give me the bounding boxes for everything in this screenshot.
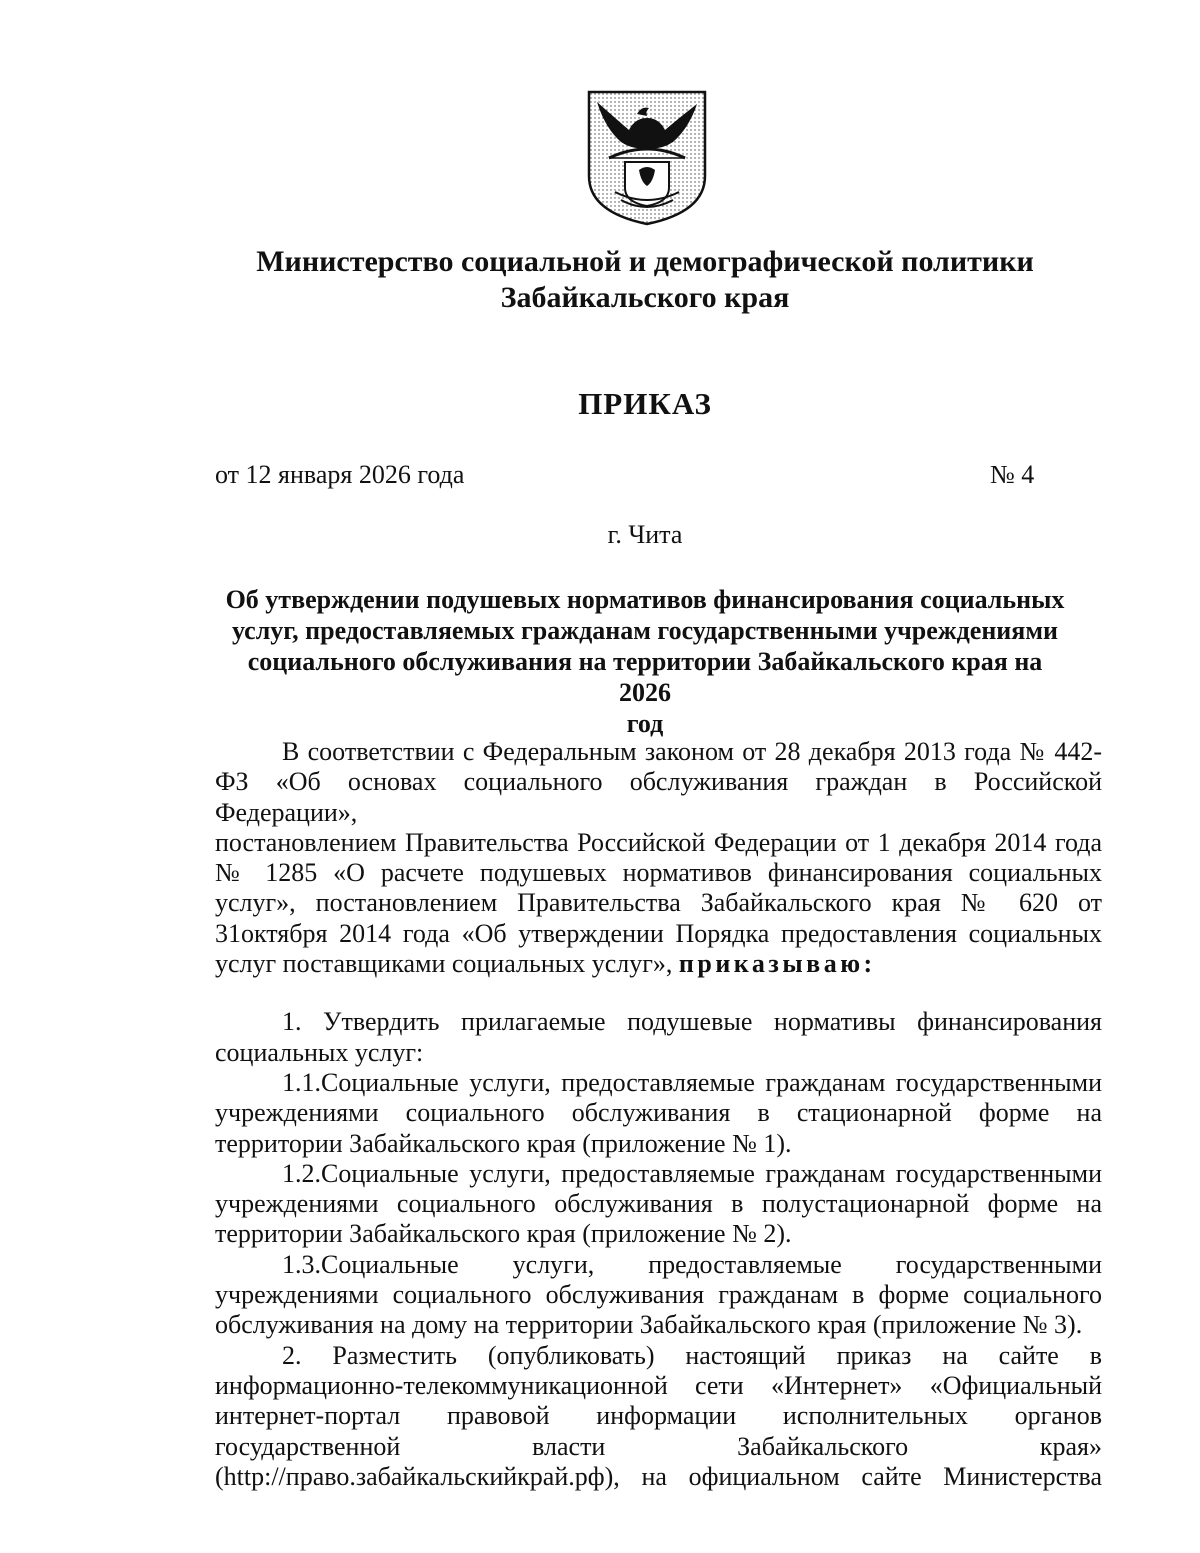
spacer	[215, 979, 1102, 1007]
clause-line: социальных услуг:	[215, 1037, 424, 1067]
ministry-name-line1: Министерство социальной и демографической политики	[256, 245, 1034, 278]
subject-line: год	[626, 709, 664, 738]
clause-1-2	[215, 1159, 1102, 1250]
preamble-line: услуг поставщиками социальных услуг»,	[215, 949, 673, 979]
clause-line: 1.2.Социальные услуги, предоставляемые гражданам государственными	[282, 1158, 1102, 1188]
subject-line: услуг, предоставляемых гражданам государственными учреждениями	[231, 616, 1059, 645]
document-number: № 4	[990, 460, 1035, 489]
order-word: приказываю:	[678, 949, 876, 979]
clause-line: 1.1.Социальные услуги, предоставляемые гражданам государственными	[282, 1067, 1102, 1097]
clause-line: учреждениями социального обслуживания гражданам в форме социального	[215, 1280, 1102, 1310]
preamble-line: № 1285 «О расчете подушевых нормативов финансирования социальных	[215, 858, 1102, 888]
preamble-line: В соответствии с Федеральным законом от 28 декабря 2013 года № 442-	[282, 737, 1102, 766]
clause-line: интернет-портал правовой информации исполнительных органов	[215, 1401, 1102, 1431]
ministry-name-line2: Забайкальского края	[500, 281, 790, 314]
clause-line: (http://право.забайкальскийкрай.рф), на официальном сайте Министерства	[215, 1461, 1102, 1491]
preamble-line: ФЗ «Об основах социального обслуживания граждан в Российской Федерации»,	[215, 767, 1102, 827]
clause-1-1	[215, 1068, 1102, 1159]
clause-line: государственной власти Забайкальского края»	[215, 1431, 1102, 1461]
clause-2	[215, 1341, 1102, 1492]
subject-line: Об утверждении подушевых нормативов финансирования социальных	[225, 585, 1065, 614]
document-subject	[225, 584, 1065, 739]
clause-line: учреждениями социального обслуживания в стационарной форме на	[215, 1098, 1102, 1128]
preamble-line: 31октября 2014 года «Об утверждении Порядка предоставления социальных	[215, 918, 1102, 948]
clause-line: учреждениями социального обслуживания в полустационарной форме на	[215, 1189, 1102, 1219]
preamble-line: услуг», постановлением Правительства Забайкальского края № 620 от	[215, 888, 1102, 918]
clause-line: 1.3.Социальные услуги, предоставляемые государственными	[282, 1249, 1102, 1279]
preamble-last-line	[215, 949, 1102, 979]
ministry-name	[0, 244, 1200, 316]
preamble-line: постановлением Правительства Российской Федерации от 1 декабря 2014 года	[215, 827, 1102, 857]
clause-1-3	[215, 1250, 1102, 1341]
clause-line: 1. Утвердить прилагаемые подушевые нормативы финансирования	[282, 1007, 1102, 1037]
clause-line: территории Забайкальского края (приложение № 2).	[215, 1219, 792, 1249]
clause-line: 2. Разместить (опубликовать) настоящий приказ на сайте в	[282, 1340, 1102, 1370]
preamble-paragraph	[215, 737, 1102, 979]
coat-of-arms-icon	[585, 88, 709, 228]
document-type: ПРИКАЗ	[578, 386, 712, 421]
clause-line: информационно-телекоммуникационной сети «Интернет» «Официальный	[215, 1370, 1102, 1400]
document-date: от 12 января 2026 года	[215, 460, 465, 489]
clause-1	[215, 1007, 1102, 1068]
document-city: г. Чита	[607, 520, 683, 549]
clause-line: обслуживания на дому на территории Забайкальского края (приложение № 3).	[215, 1310, 1083, 1340]
clause-line: территории Забайкальского края (приложение № 1).	[215, 1128, 792, 1158]
subject-line: социального обслуживания на территории Забайкальского края на 2026	[247, 647, 1043, 707]
document-body	[215, 737, 1102, 1492]
